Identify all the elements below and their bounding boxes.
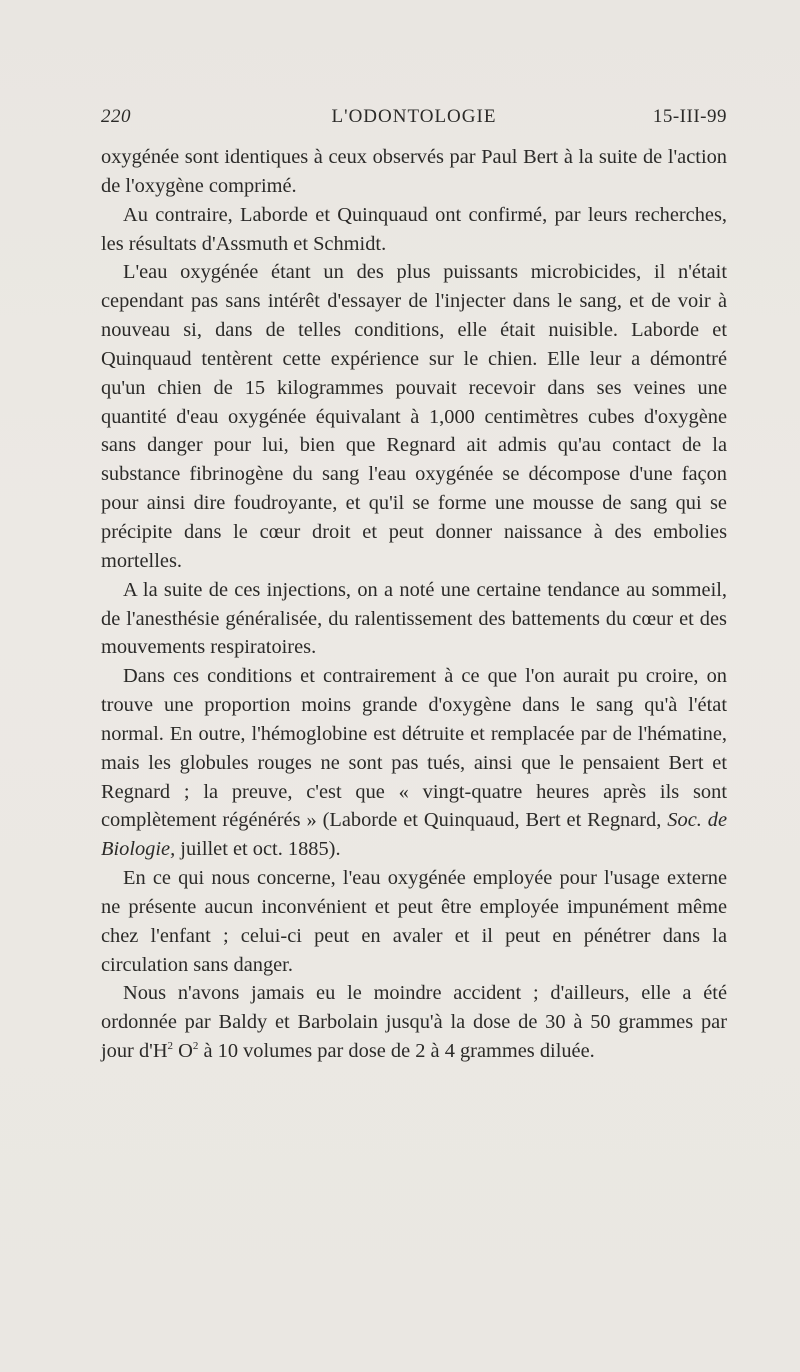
superscript-2a: 2 [167,1040,174,1053]
paragraph-7-text: Nous n'avons jamais eu le moindre accident ; d'ailleurs, elle a été ordonnée par Baldy et Barbolain jusqu'à la dose de 30 à 50 grammes par jour d'H [101,982,727,1063]
journal-citation: Soc. de Biologie, [101,809,728,861]
paragraph-5 [101,662,727,864]
paragraph-7-end: à 10 volumes par dose de 2 à 4 grammes diluée. [198,1040,595,1063]
paragraph-5-date: juillet et oct. 1885). [180,838,341,861]
article-body [101,143,727,1066]
superscript-2b: 2 [192,1040,199,1053]
journal-title: L'ODONTOLOGIE [331,106,497,127]
running-header [101,106,727,134]
issue-date: 15-III-99 [652,106,727,127]
paragraph-6: En ce qui nous concerne, l'eau oxygénée employée pour l'usage externe ne présente aucun inconvénient et peut être employée impunément même chez l'enfant ; celui-ci peut en avaler et il peut en pénétrer dans la circulation sans danger. [101,867,727,976]
paragraph-1: oxygénée sont identiques à ceux observés par Paul Bert à la suite de l'action de l'oxygène comprimé. [101,146,727,197]
paragraph-7 [101,979,727,1066]
paragraph-5-text: Dans ces conditions et contrairement à ce que l'on aurait pu croire, on trouve une proportion moins grande d'oxygène dans le sang qu'à l'état normal. En outre, l'hémoglobine est détruite et remplacée par de l'hématine, mais les globules rouges ne sont pas tués, ainsi que le pensaient Bert et Regnard ; la preuve, c'est que « vingt-quatre heures après ils sont complètement régénérés » (Laborde et Quinquaud, Bert et Regnard, [101,665,727,832]
paragraph-4: A la suite de ces injections, on a noté une certaine tendance au sommeil, de l'anesthésie généralisée, du ralentissement des battements du cœur et des mouvements respiratoires. [101,578,727,659]
paragraph-3: L'eau oxygénée étant un des plus puissants microbicides, il n'était cependant pas sans intérêt d'essayer de l'injecter dans le sang, et de voir à nouveau si, dans de telles conditions, elle était nuisible. Laborde et Quinquaud tentèrent cette expérience sur le chien. Elle leur a démontré qu'un chien de 15 kilogrammes pouvait recevoir dans ses veines une quantité d'eau oxygénée équivalant à 1,000 centimètres cubes d'oxygène sans danger pour lui, bien que Regnard ait admis qu'au contact de la substance fibrinogène du sang l'eau oxygénée se décompose d'une façon pour ainsi dire foudroyante, et qu'il se forme une mousse de sang qui se précipite dans le cœur droit et peut donner naissance à des embolies mortelles. [101,261,727,572]
oxygen-symbol: O [173,1040,193,1063]
paragraph-2: Au contraire, Laborde et Quinquaud ont confirmé, par leurs recherches, les résultats d'Assmuth et Schmidt. [101,203,727,255]
page-number: 220 [101,106,131,127]
